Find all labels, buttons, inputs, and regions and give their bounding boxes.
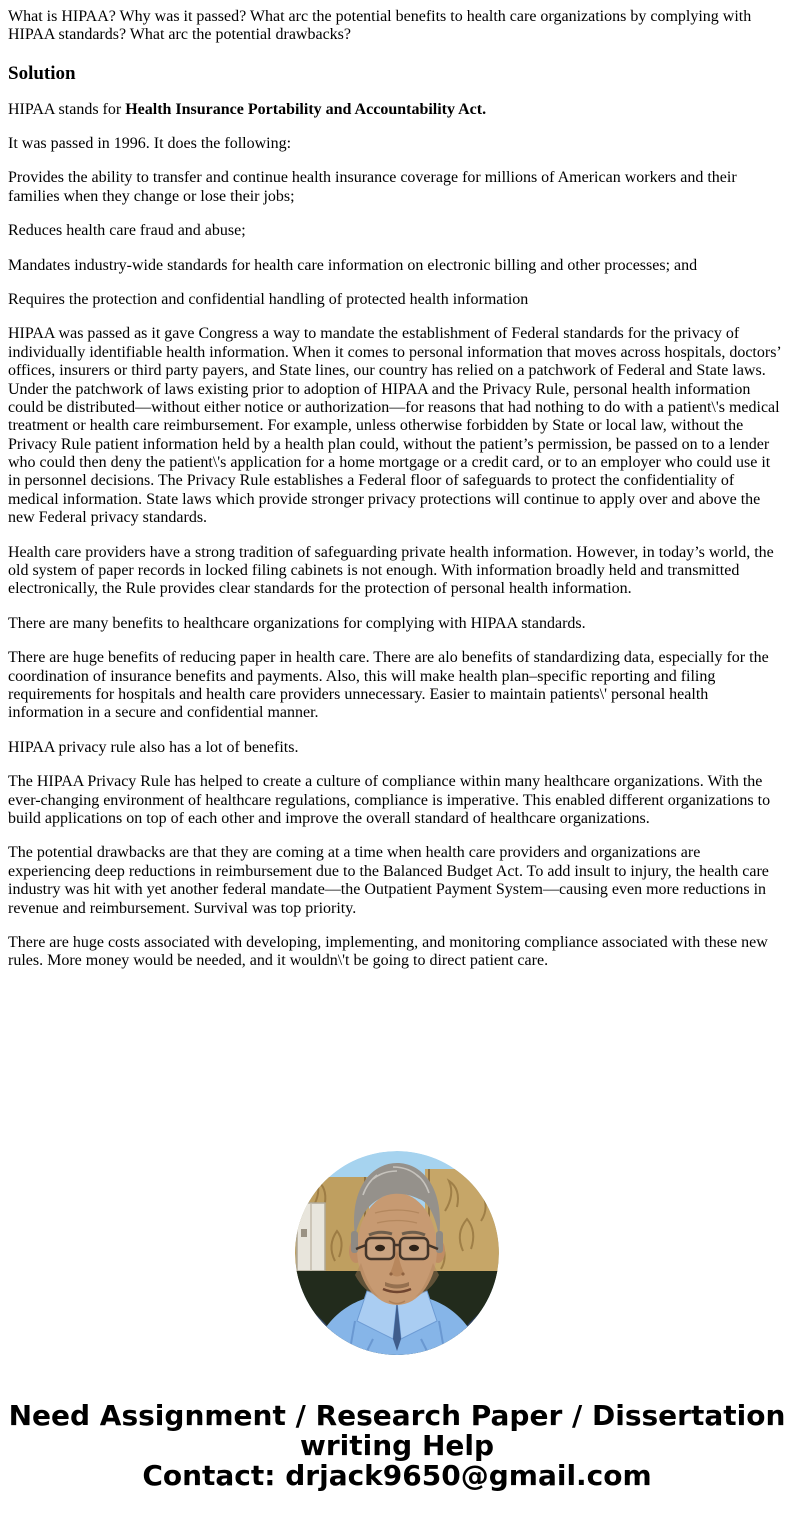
provision-transfer-coverage: Provides the ability to transfer and continue health insurance coverage for millions of American workers and their families when they change or lose their jobs; [8,169,737,205]
paragraph-drawbacks: The potential drawbacks are that they are coming at a time when health care providers and organizations are experiencing deep reductions in reimbursement due to the Balanced Budget Act. To add insult to injury, the health care industry was hit with yet another federal mandate—the Outpatient Payment System—causing even more reductions in revenue and reimbursement. Survival was top priority. [8,844,769,917]
provision-standards: Mandates industry-wide standards for health care information on electronic billing and other processes; and [8,256,698,274]
footer-contact: Contact: drjack9650@gmail.com [142,1458,652,1492]
solution-heading: Solution [8,62,76,84]
paragraph-culture-of-compliance: The HIPAA Privacy Rule has helped to create a culture of compliance within many healthcare organizations. With the ever-changing environment of healthcare regulations, compliance is imperative. This enabled different organizations to build applications on top of each other and improve the overall standard of healthcare organizations. [8,773,771,827]
provision-fraud-abuse: Reduces health care fraud and abuse; [8,222,246,240]
avatar-photo [295,1151,499,1355]
paragraph-providers-tradition: Health care providers have a strong tradition of safeguarding private health information. However, in today’s world, the old system of paper records in locked filing cabinets is not enough. With information broadly held and transmitted electronically, the Rule provides clear standards for the protection of personal health information. [8,543,774,598]
paragraph-privacy-rule-benefits: HIPAA privacy rule also has a lot of benefits. [8,738,299,756]
paragraph-huge-costs: There are huge costs associated with developing, implementing, and monitoring compliance associated with these new rules. More money would be needed, and it wouldn\'t be going to direct patient care. [8,933,768,970]
paragraph-many-benefits: There are many benefits to healthcare organizations for complying with HIPAA standards. [8,614,586,632]
stands-for-act-name: Health Insurance Portability and Accountability Act. [125,100,487,118]
footer [8,1398,786,1492]
page-end-spacer [8,1491,786,1515]
passed-line: It was passed in 1996. It does the following: [8,135,292,153]
footer-help-heading: Need Assignment / Research Paper / Dissertation writing Help [8,1398,786,1462]
avatar-section [8,1151,786,1355]
provision-protection: Requires the protection and confidential handling of protected health information [8,290,529,308]
document-page [8,8,786,1515]
stands-for-line [8,101,786,119]
stands-for-prefix: HIPAA stands for [8,100,126,118]
question-text: What is HIPAA? Why was it passed? What arc the potential benefits to health care organizations by complying with HIPAA standards? What arc the potential drawbacks? [8,8,752,44]
paragraph-huge-benefits: There are huge benefits of reducing paper in health care. There are alo benefits of standardizing data, especially for the coordination of insurance benefits and payments. Also, this will make health plan–specific reporting and filing requirements for hospitals and health care providers unnecessary. Easier to maintain patients\' personal health information in a secure and confidential manner. [8,649,769,722]
paragraph-why-passed: HIPAA was passed as it gave Congress a way to mandate the establishment of Federal standards for the privacy of individually identifiable health information. When it comes to personal information that moves across hospitals, doctors’ offices, insurers or third party payers, and State lines, our country has relied on a patchwork of Federal and State laws. Under the patchwork of laws existing prior to adoption of HIPAA and the Privacy Rule, personal health information could be distributed—without either notice or authorization—for reasons that had nothing to do with a patient\'s medical treatment or health care reimbursement. For example, unless otherwise forbidden by State or local law, without the Privacy Rule patient information held by a health plan could, without the patient’s permission, be passed on to a lender who could then deny the patient\'s application for a home mortgage or a credit card, or to an employer who could use it in personnel decisions. The Privacy Rule establishes a Federal floor of safeguards to protect the confidentiality of medical information. State laws which provide stronger privacy protections will continue to apply over and above the new Federal privacy standards. [8,325,781,527]
